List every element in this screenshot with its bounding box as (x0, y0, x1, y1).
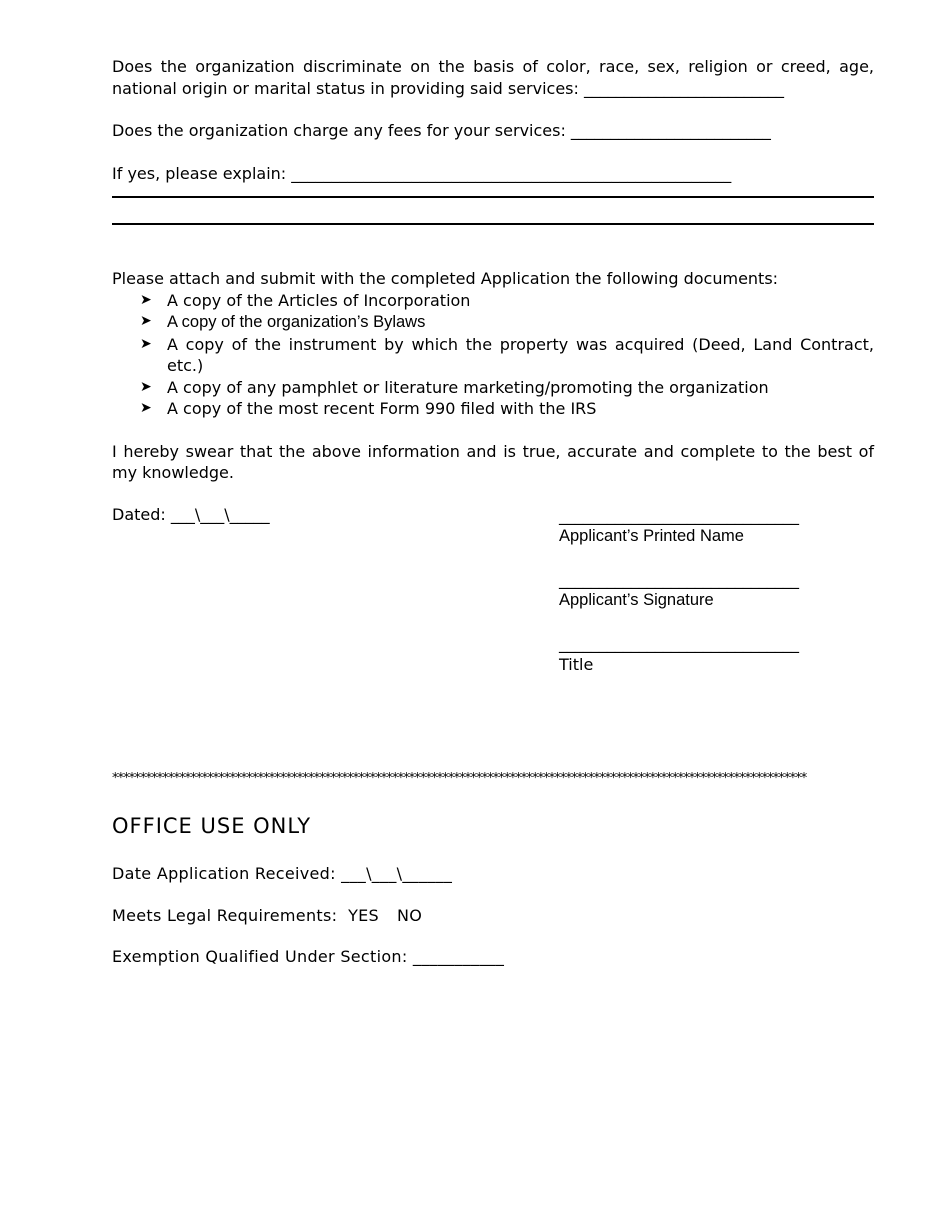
attachments-intro: Please attach and submit with the completed Application the following documents: (112, 269, 779, 288)
separator-stars: **************************************************************************************************************************** (112, 771, 807, 786)
list-item: ➤ A copy of any pamphlet or literature marketing/promoting the organization (140, 377, 769, 397)
arrow-bullet-icon: ➤ (140, 378, 152, 395)
printed-name-label: Applicant’s Printed Name (559, 527, 744, 545)
dated-field[interactable]: Dated: ___\___\_____ (112, 504, 270, 524)
signature-label: Applicant’s Signature (559, 591, 714, 609)
title-line[interactable]: ______________________________ (559, 633, 799, 653)
question-discrimination[interactable]: Does the organization discriminate on the basis of color, race, sex, religion or creed, age, national origin or marital status in providing said services: _________________________ (112, 57, 874, 98)
title-label: Title (559, 655, 594, 674)
arrow-bullet-icon: ➤ (140, 313, 152, 329)
question-fees[interactable]: Does the organization charge any fees for your services: _________________________ (112, 121, 771, 140)
printed-name-line[interactable]: ______________________________ (559, 505, 799, 525)
signature-line[interactable]: ______________________________ (559, 569, 799, 589)
question-explain[interactable]: If yes, please explain: _______________________________________________________ (112, 163, 732, 183)
list-item: ➤ A copy of the instrument by which the property was acquired (Deed, Land Contract, etc.) (140, 334, 874, 375)
signature-block (559, 505, 874, 676)
list-item: ➤ A copy of the Articles of Incorporation (140, 290, 471, 310)
legal-requirements-label: Meets Legal Requirements: (112, 905, 338, 925)
arrow-bullet-icon: ➤ (140, 335, 152, 352)
office-use-section (112, 812, 874, 968)
yes-option[interactable]: YES (348, 905, 380, 925)
form-page (112, 56, 874, 675)
no-option[interactable]: NO (397, 905, 423, 925)
arrow-bullet-icon: ➤ (140, 291, 152, 308)
legal-requirements-field (112, 905, 874, 927)
list-item: ➤ A copy of the most recent Form 990 filed with the IRS (140, 399, 597, 418)
office-use-title: OFFICE USE ONLY (112, 814, 312, 838)
signature-section (112, 505, 874, 675)
list-item: ➤ A copy of the organization’s Bylaws (140, 313, 426, 331)
exemption-section-field[interactable]: Exemption Qualified Under Section: ___________ (112, 947, 505, 966)
answer-line-1[interactable] (112, 196, 874, 198)
date-received-field[interactable]: Date Application Received: ___\___\______ (112, 864, 453, 883)
arrow-bullet-icon: ➤ (140, 400, 152, 416)
oath-statement: I hereby swear that the above information and is true, accurate and complete to the best of my knowledge. (112, 441, 874, 482)
answer-line-2[interactable] (112, 223, 874, 225)
attachments-list (112, 290, 874, 420)
